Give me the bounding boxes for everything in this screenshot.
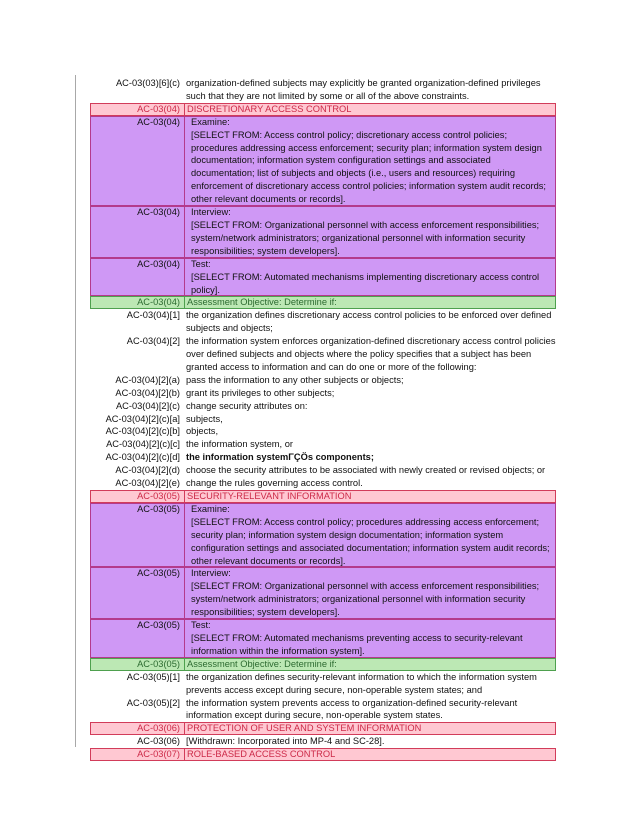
procedure-row [90,258,556,297]
requirement-text: the information system, or [186,439,293,450]
requirement-text: change security attributes on: [186,400,308,411]
control-title: SECURITY-RELEVANT INFORMATION [184,490,556,503]
procedure-text [184,503,556,568]
objective-row [90,296,556,309]
requirement-text: pass the information to any other subjects or objects; [186,374,404,385]
objective-text: Assessment Objective: Determine if: [184,296,556,309]
requirement-row [90,413,556,426]
requirement-text: the information systemΓÇÖs components; [186,452,374,463]
procedure-row [90,503,556,568]
control-title: DISCRETIONARY ACCESS CONTROL [184,103,556,116]
requirement-text: organization-defined subjects may explicitly be granted organization-defined privileges such that they are not limited by some or all of the above constraints. [186,78,541,101]
procedure-row [90,206,556,258]
control-id: AC-03(04) [137,103,180,114]
control-id: AC-03(05) [137,491,180,501]
procedure-select-text: [SELECT FROM: Automated mechanisms preventing access to security-relevant information within the information system]. [191,632,523,656]
procedure-row [90,619,556,658]
procedure-row [90,116,556,206]
control-id: AC-03(04) [137,297,180,308]
control-id: AC-03(04)[1] [126,310,180,321]
control-id: AC-03(05) [137,503,180,514]
requirement-row [90,309,556,335]
requirement-row [90,387,556,400]
procedure-select-text: [SELECT FROM: Access control policy; procedures addressing access enforcement; security plan; information system design documentation; information system configuration settings and associated documentation; information system audit records; other relevant documents or records]. [191,516,550,566]
procedure-method-label: Interview: [191,207,231,218]
control-id: AC-03(04) [137,116,180,127]
control-id: AC-03(04)[2](c)[d] [105,452,180,463]
procedure-select-text: [SELECT FROM: Organizational personnel with access enforcement responsibilities; system/network administrators; organizational personnel with information security responsibilities; system developers]. [191,219,540,256]
control-id: AC-03(04)[2] [126,336,180,347]
procedure-method-label: Test: [191,258,211,269]
objective-row [90,658,556,671]
procedure-method-label: Test: [191,620,211,631]
control-id: AC-03(04)[2](a) [115,374,180,385]
control-id: AC-03(05)[2] [126,697,180,708]
requirement-row [90,464,556,477]
requirement-text: objects, [186,426,219,437]
procedure-text [184,206,556,258]
control-header-row [90,103,556,116]
control-id: AC-03(05) [137,620,180,631]
requirement-row [90,335,556,374]
control-header-row [90,722,556,735]
procedure-text [184,116,556,206]
control-header-row [90,748,556,761]
requirement-text: the information system prevents access to organization-defined security-relevant information except during secure, non-operable system states. [186,697,518,721]
control-id: AC-03(05) [137,568,180,579]
objective-text: Assessment Objective: Determine if: [184,658,556,671]
control-id: AC-03(04)[2](c) [115,400,180,411]
procedure-text [184,258,556,297]
requirement-row [90,451,556,464]
control-id: AC-03(04)[2](c)[b] [105,426,180,437]
requirement-row [90,438,556,451]
requirement-row [90,477,556,490]
procedure-select-text: [SELECT FROM: Organizational personnel with access enforcement responsibilities; system/network administrators; organizational personnel with information security responsibilities; system developers]. [191,581,540,618]
procedure-method-label: Examine: [191,503,230,514]
control-id: AC-03(04)[2](e) [115,478,180,489]
control-id: AC-03(03)[6](c) [115,78,180,88]
requirement-text: choose the security attributes to be associated with newly created or revised objects; or [186,465,546,476]
assessment-procedure-table [90,77,556,761]
requirement-text: the organization defines security-relevant information to which the information system prevents access except during secure, non-operable system states; and [186,671,537,695]
control-id: AC-03(06) [137,736,180,747]
control-title: PROTECTION OF USER AND SYSTEM INFORMATION [184,722,556,735]
requirement-row [90,374,556,387]
requirement-text: the information system enforces organization-defined discretionary access control policies over defined subjects and objects where the policy specifies that a subject has been granted access to information and can do one or more of the following: [186,336,556,372]
requirement-text: change the rules governing access control. [186,478,363,489]
control-id: AC-03(05) [137,658,180,669]
procedure-select-text: [SELECT FROM: Automated mechanisms implementing discretionary access control policy]. [191,271,540,295]
requirement-row [90,77,556,103]
requirement-row [90,400,556,413]
control-id: AC-03(05)[1] [126,671,180,682]
requirement-text: the organization defines discretionary access control policies to be enforced over defined subjects and objects; [186,310,552,334]
control-id: AC-03(04) [137,207,180,218]
control-id: AC-03(06) [137,723,180,734]
control-id: AC-03(04) [137,258,180,269]
control-header-row [90,490,556,503]
requirement-row [90,425,556,438]
procedure-method-label: Interview: [191,568,231,579]
control-id: AC-03(07) [137,749,180,760]
control-id: AC-03(04)[2](c)[a] [105,413,180,424]
requirement-row [90,697,556,723]
procedure-method-label: Examine: [191,116,230,127]
requirement-text: [Withdrawn: Incorporated into MP-4 and SC-28]. [186,736,385,747]
control-id: AC-03(04)[2](c)[c] [106,439,180,450]
procedure-text [184,619,556,658]
procedure-text [184,567,556,619]
control-id: AC-03(04)[2](b) [115,387,180,398]
requirement-text: grant its privileges to other subjects; [186,387,335,398]
margin-rule [75,75,76,747]
procedure-select-text: [SELECT FROM: Access control policy; discretionary access control policies; procedures addressing access enforcement; security plan; information system design documentation; information system configuration settings and associated documentation; list of subjects and objects (i.e., users and resources) requiring enforcement of discretionary access control policies; information system audit records; other relevant documents or records]. [191,129,546,205]
requirement-text: subjects, [186,413,223,424]
control-id: AC-03(04)[2](d) [115,465,180,476]
procedure-row [90,567,556,619]
requirement-row [90,735,556,748]
control-title: ROLE-BASED ACCESS CONTROL [184,748,556,761]
requirement-row [90,671,556,697]
